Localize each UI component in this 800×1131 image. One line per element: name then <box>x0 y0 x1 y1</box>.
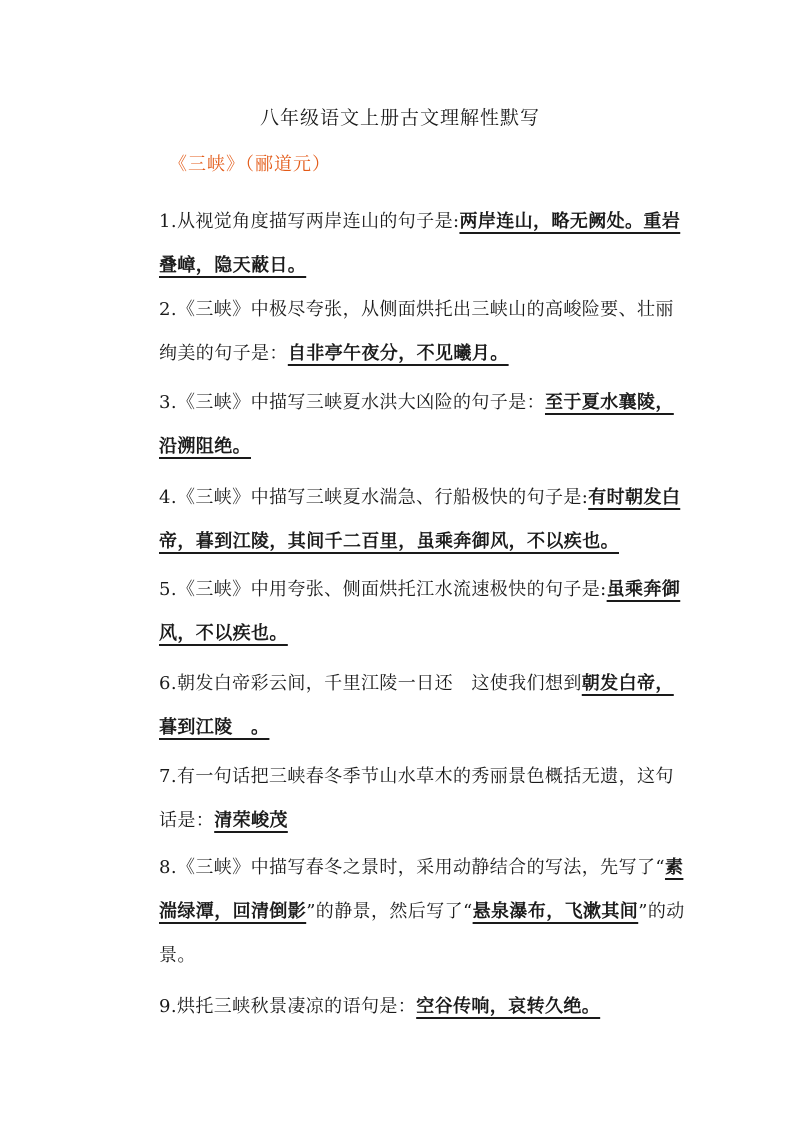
answer-text: 两岸连山，略无阙处。重岩叠嶂，隐天蔽日。 <box>159 211 681 276</box>
answer-text: 虽乘奔御风，不以疾也。 <box>159 579 681 644</box>
answer-text: 至于夏水襄陵，沿溯阻绝。 <box>159 392 674 457</box>
question-text: 7.有一句话把三峡春冬季节山水草木的秀丽景色概括无遗，这句话是： <box>159 766 674 831</box>
question-text: 4.《三峡》中描写三峡夏水湍急、行船极快的句子是: <box>159 487 589 508</box>
page-title: 八年级语文上册古文理解性默写 <box>259 107 540 129</box>
answer-text: 清荣峻茂 <box>214 810 288 831</box>
list-item <box>121 662 686 750</box>
question-text: 8.《三峡》中描写春冬之景时，采用动静结合的写法，先写了 <box>159 857 656 878</box>
question-text: 3.《三峡》中描写三峡夏水洪大凶险的句子是： <box>159 392 545 413</box>
question-text: 9.烘托三峡秋景凄凉的语句是： <box>159 996 417 1017</box>
list-item <box>121 288 686 376</box>
section-heading: 《三峡》（郦道元） <box>169 154 331 175</box>
answer-text: 朝发白帝，暮到江陵 。 <box>159 673 674 738</box>
list-item <box>121 200 686 288</box>
answer-text: 空谷传响，哀转久绝。 <box>416 996 601 1017</box>
answer-text: 自非亭午夜分，不见曦月。 <box>287 343 509 364</box>
question-text: 2.《三峡》中极尽夸张，从侧面烘托出三峡山的高峻险要、壮丽绚美的句子是： <box>159 299 674 364</box>
list-item <box>121 381 686 469</box>
quote-mark: “ <box>655 857 665 878</box>
list-item <box>121 846 686 978</box>
list-item <box>121 476 686 564</box>
answer-text: 素湍绿潭，回清倒影 <box>159 857 684 922</box>
question-text: 6.朝发白帝彩云间，千里江陵一日还 这使我们想到 <box>159 673 582 694</box>
list-item <box>121 985 686 1029</box>
answer-text-2: 悬泉瀑布，飞漱其间 <box>472 901 639 922</box>
question-text: 1.从视觉角度描写两岸连山的句子是: <box>159 211 460 232</box>
list-item <box>121 755 686 843</box>
question-text: 5.《三峡》中用夸张、侧面烘托江水流速极快的句子是: <box>159 579 607 600</box>
question-text-middle: ”的静景，然后写了“ <box>306 901 473 922</box>
answer-text: 有时朝发白帝，暮到江陵，其间千二百里，虽乘奔御风，不以疾也。 <box>159 487 681 552</box>
list-item <box>121 568 686 656</box>
question-text-tail: ”的动景。 <box>159 901 685 966</box>
